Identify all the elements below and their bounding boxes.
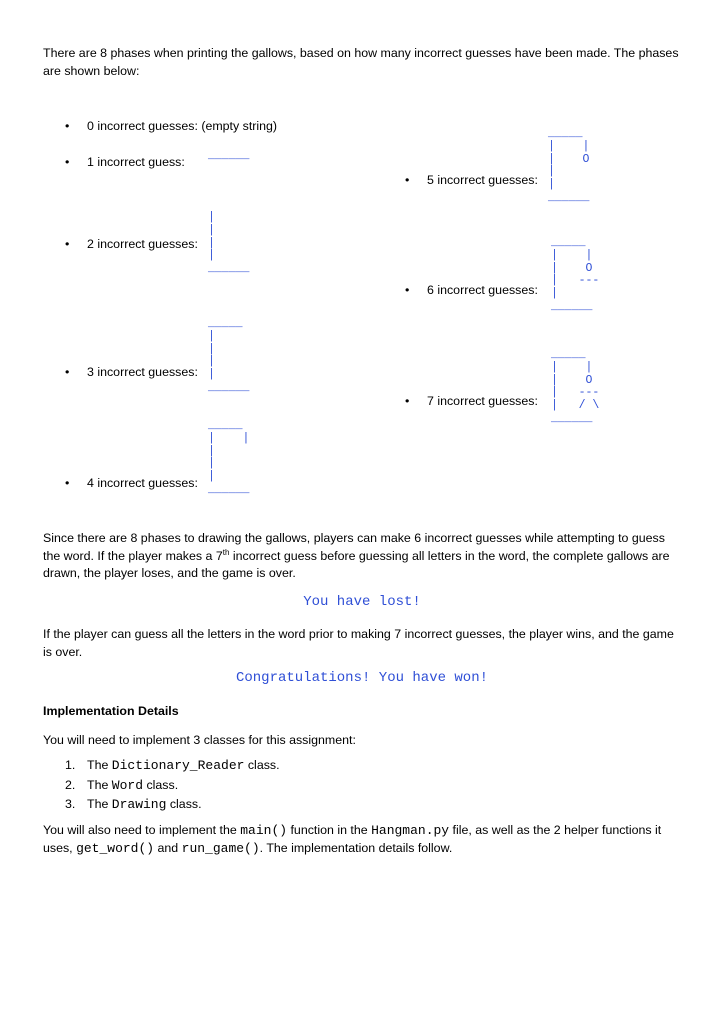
classes-list: [43, 756, 280, 815]
phase-6-gallows: _____ | | | O | --- | ______: [551, 236, 600, 313]
final-text: You will also need to implement the: [43, 823, 241, 837]
phase-3-label: 3 incorrect guesses:: [87, 365, 198, 379]
lost-paragraph-text: Since there are 8 phases to drawing the gallows, players can make 6 incorrect guesses while attempting to guess the word. If the player makes a 7: [43, 531, 665, 563]
list-text: The: [87, 758, 112, 772]
phase-7-gallows: _____ | | | O | --- | / \ ______: [551, 348, 600, 425]
list-text: class.: [166, 797, 202, 811]
list-item: [43, 756, 280, 776]
bullet-dot: •: [405, 394, 410, 408]
hangman-file-code: Hangman.py: [371, 823, 450, 838]
bullet-dot: •: [65, 365, 70, 379]
phase-3-gallows: _____ | | | | ______: [208, 317, 250, 394]
final-text: file, as well as the 2 helper functions it uses,: [43, 823, 662, 855]
phase-1-label: 1 incorrect guess:: [87, 155, 185, 169]
bullet-dot: •: [405, 283, 410, 297]
superscript-th: th: [222, 547, 230, 557]
lost-paragraph: [43, 530, 683, 583]
list-text: class.: [244, 758, 280, 772]
implementation-intro: You will need to implement 3 classes for this assignment:: [43, 733, 356, 747]
bullet-dot: •: [65, 119, 70, 133]
intro-paragraph: There are 8 phases when printing the gallows, based on how many incorrect guesses have been made. The phases are shown below:: [43, 46, 679, 78]
bullet-dot: •: [405, 173, 410, 187]
final-paragraph: [43, 822, 683, 857]
list-text: The: [87, 777, 112, 792]
won-paragraph: If the player can guess all the letters in the word prior to making 7 incorrect guesses, the player wins, and the game is over.: [43, 627, 674, 659]
list-item: [43, 776, 280, 796]
phase-0-label: 0 incorrect guesses: (empty string): [87, 119, 278, 133]
won-message: Congratulations! You have won!: [235, 670, 489, 686]
final-text: function in the: [287, 823, 372, 837]
list-item: [43, 795, 280, 815]
get-word-code: get_word(): [76, 840, 155, 856]
phase-5-gallows: _____ | | | O | | ______: [548, 127, 590, 204]
implementation-heading: Implementation Details: [43, 704, 179, 718]
bullet-dot: •: [65, 476, 70, 490]
phase-1-gallows: ______: [208, 149, 250, 162]
phase-7-label: 7 incorrect guesses:: [427, 394, 538, 408]
main-function-code: main(): [240, 823, 288, 838]
final-text: and: [154, 840, 182, 855]
bullet-dot: •: [65, 155, 70, 169]
phase-6-label: 6 incorrect guesses:: [427, 283, 538, 297]
class-name-code: Drawing: [111, 797, 167, 812]
class-name-code: Dictionary_Reader: [111, 758, 245, 773]
lost-paragraph-text-end: incorrect guess before guessing all letters in the word, the complete gallows are drawn, the player loses, and the game is over.: [43, 548, 670, 580]
final-text: . The implementation details follow.: [259, 840, 453, 855]
class-name-code: Word: [111, 777, 144, 793]
list-number: 2.: [65, 777, 76, 792]
list-number: 3.: [65, 797, 76, 811]
list-text: class.: [143, 777, 179, 792]
run-game-code: run_game(): [181, 840, 260, 856]
phase-2-gallows: | | | | ______: [208, 211, 250, 276]
list-number: 1.: [65, 758, 76, 772]
lost-message: You have lost!: [303, 594, 421, 610]
phase-4-gallows: _____ | | | | | ______: [208, 419, 250, 496]
phase-5-label: 5 incorrect guesses:: [427, 173, 538, 187]
phase-4-label: 4 incorrect guesses:: [87, 476, 198, 490]
bullet-dot: •: [65, 237, 70, 251]
list-text: The: [87, 797, 112, 811]
phase-2-label: 2 incorrect guesses:: [87, 237, 198, 251]
